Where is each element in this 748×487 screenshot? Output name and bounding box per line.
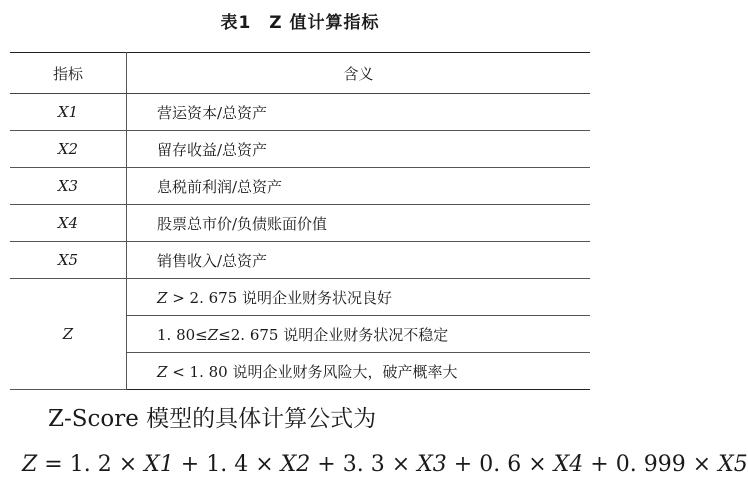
table-row — [10, 94, 590, 131]
z-meaning-good: Z > 2. 675 说明企业财务状况良好 — [127, 279, 591, 316]
table-row — [10, 168, 590, 205]
header-meaning: 含义 — [127, 53, 591, 94]
table-row — [10, 131, 590, 168]
z-indicator-table — [10, 52, 590, 390]
table-row — [10, 242, 590, 279]
table-row-z — [10, 279, 590, 316]
table-title: Z 值计算指标 — [269, 13, 380, 33]
indicator-cell: X3 — [10, 168, 127, 205]
z-score-formula: Z = 1. 2 × X1 + 1. 4 × X2 + 3. 3 × X3 + 0. 6 × X4 + 0. 999 × X5 — [22, 452, 748, 477]
header-indicator: 指标 — [10, 53, 127, 94]
indicator-cell: X4 — [10, 205, 127, 242]
meaning-cell: 息税前利润/总资产 — [127, 168, 591, 205]
meaning-cell: 股票总市价/负债账面价值 — [127, 205, 591, 242]
table-number: 表1 — [220, 13, 252, 33]
meaning-cell: 留存收益/总资产 — [127, 131, 591, 168]
table-row — [10, 205, 590, 242]
z-meaning-risky: Z < 1. 80 说明企业财务风险大，破产概率大 — [127, 353, 591, 390]
z-meaning-unstable: 1. 80≤Z≤2. 675 说明企业财务状况不稳定 — [127, 316, 591, 353]
indicator-cell: X5 — [10, 242, 127, 279]
meaning-cell: 营运资本/总资产 — [127, 94, 591, 131]
indicator-cell-z: Z — [10, 279, 127, 390]
indicator-cell: X1 — [10, 94, 127, 131]
meaning-cell: 销售收入/总资产 — [127, 242, 591, 279]
indicator-cell: X2 — [10, 131, 127, 168]
table-caption — [0, 8, 600, 33]
table-header-row — [10, 53, 590, 94]
body-text: Z-Score 模型的具体计算公式为 — [48, 406, 377, 432]
